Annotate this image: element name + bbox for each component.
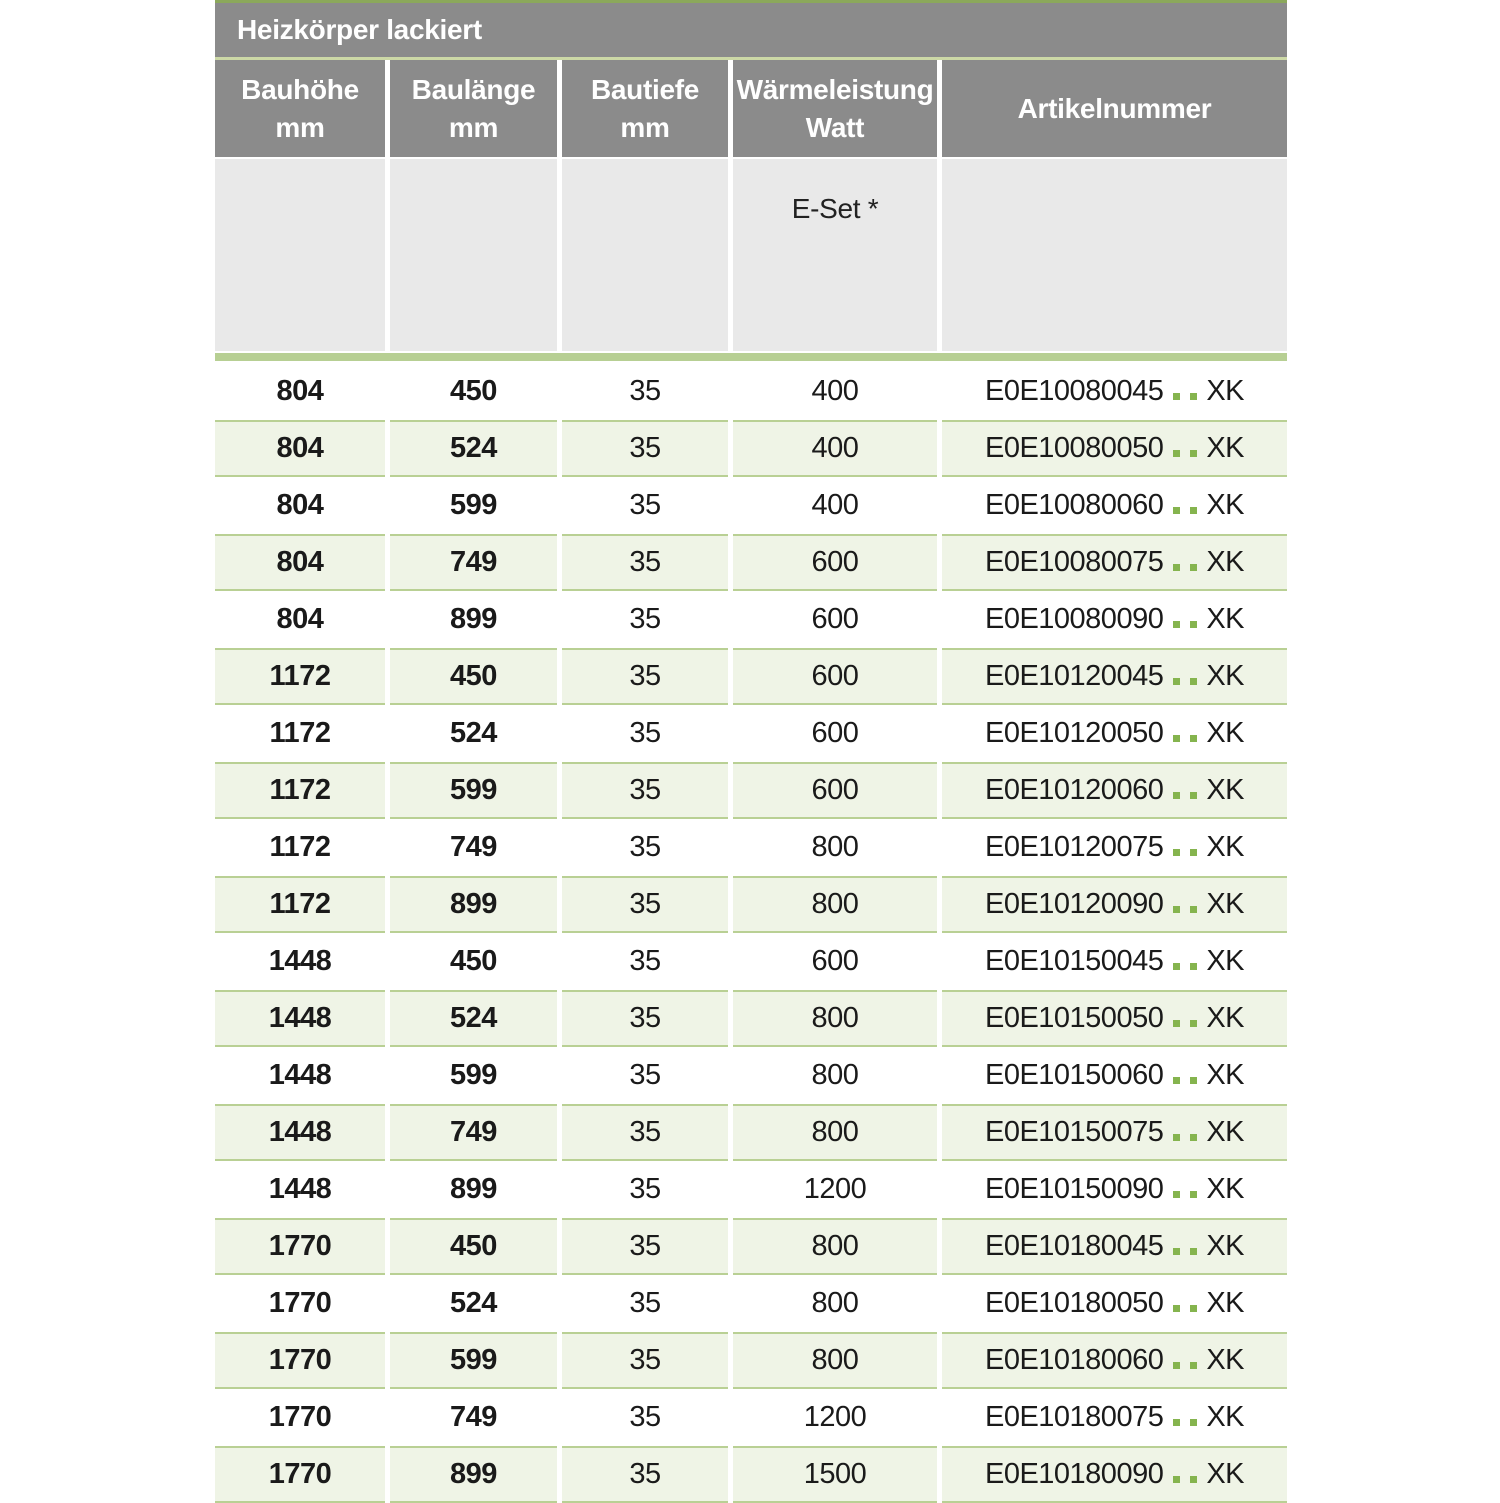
artikelnummer-suffix: XK: [1206, 1458, 1245, 1490]
subheader-eset: [733, 159, 937, 351]
table-row: [215, 1104, 1287, 1161]
artikelnummer-value: [985, 375, 1244, 408]
artikelnummer-prefix: E0E10180060: [984, 1344, 1164, 1376]
cell-bauhoehe: 1770: [215, 1446, 385, 1503]
color-code-dot-icon: [1190, 678, 1197, 685]
color-code-dot-icon: [1173, 1419, 1180, 1426]
cell-baulaenge: 749: [390, 1389, 557, 1446]
cell-bautiefe: 35: [562, 534, 728, 591]
cell-artikelnummer: [942, 819, 1287, 876]
color-code-dot-icon: [1173, 450, 1180, 457]
cell-baulaenge: 749: [390, 534, 557, 591]
cell-baulaenge: 749: [390, 819, 557, 876]
cell-artikelnummer: [942, 1218, 1287, 1275]
cell-bauhoehe: 1448: [215, 1047, 385, 1104]
color-code-dot-icon: [1190, 450, 1197, 457]
artikelnummer-value: [985, 1344, 1244, 1377]
cell-bauhoehe: 1448: [215, 990, 385, 1047]
table-row: [215, 363, 1287, 420]
cell-bautiefe: 35: [562, 648, 728, 705]
artikelnummer-suffix: XK: [1206, 603, 1245, 635]
artikelnummer-suffix: XK: [1206, 660, 1245, 692]
cell-bautiefe: 35: [562, 990, 728, 1047]
cell-baulaenge: 524: [390, 705, 557, 762]
cell-waermeleistung: 600: [733, 705, 937, 762]
artikelnummer-prefix: E0E10180045: [984, 1230, 1164, 1262]
artikelnummer-suffix: XK: [1206, 1173, 1245, 1205]
artikelnummer-value: [985, 1173, 1244, 1206]
cell-waermeleistung: 800: [733, 819, 937, 876]
artikelnummer-value: [985, 1059, 1244, 1092]
color-code-dot-icon: [1190, 1077, 1197, 1084]
artikelnummer-suffix: XK: [1206, 1116, 1245, 1148]
header-waermeleistung-label: Wärmeleistung: [736, 73, 934, 105]
color-code-dot-icon: [1190, 621, 1197, 628]
color-code-dot-icon: [1173, 792, 1180, 799]
header-waermeleistung: [733, 60, 937, 157]
cell-bautiefe: 35: [562, 1161, 728, 1218]
cell-artikelnummer: [942, 705, 1287, 762]
cell-waermeleistung: 600: [733, 534, 937, 591]
header-baulaenge-label: Baulänge: [411, 73, 536, 105]
cell-bautiefe: 35: [562, 591, 728, 648]
cell-baulaenge: 899: [390, 591, 557, 648]
color-code-dot-icon: [1173, 1362, 1180, 1369]
cell-bauhoehe: 1448: [215, 933, 385, 990]
table-row: [215, 1332, 1287, 1389]
table-row: [215, 990, 1287, 1047]
table-title-bar: [215, 3, 1287, 57]
cell-bauhoehe: 804: [215, 477, 385, 534]
header-artikelnummer-label: Artikelnummer: [1017, 92, 1212, 124]
artikelnummer-value: [985, 888, 1244, 921]
cell-bauhoehe: 1172: [215, 819, 385, 876]
cell-baulaenge: 450: [390, 648, 557, 705]
subheader-bautiefe: [562, 159, 728, 351]
table-row: [215, 1047, 1287, 1104]
cell-bautiefe: 35: [562, 1389, 728, 1446]
cell-baulaenge: 524: [390, 420, 557, 477]
cell-bautiefe: 35: [562, 819, 728, 876]
table-row: [215, 1161, 1287, 1218]
subheader-row: [215, 159, 1287, 351]
table-row: [215, 933, 1287, 990]
cell-bauhoehe: 1172: [215, 876, 385, 933]
cell-artikelnummer: [942, 1446, 1287, 1503]
artikelnummer-suffix: XK: [1206, 1344, 1245, 1376]
artikelnummer-prefix: E0E10180090: [984, 1458, 1164, 1490]
cell-artikelnummer: [942, 933, 1287, 990]
artikelnummer-prefix: E0E10150075: [984, 1116, 1164, 1148]
cell-bautiefe: 35: [562, 1446, 728, 1503]
artikelnummer-suffix: XK: [1206, 1401, 1245, 1433]
table-row: [215, 1218, 1287, 1275]
artikelnummer-value: [985, 546, 1244, 579]
cell-artikelnummer: [942, 591, 1287, 648]
table-row: [215, 819, 1287, 876]
table-row: [215, 762, 1287, 819]
cell-waermeleistung: 600: [733, 648, 937, 705]
artikelnummer-value: [985, 1002, 1244, 1035]
color-code-dot-icon: [1190, 1020, 1197, 1027]
cell-bautiefe: 35: [562, 420, 728, 477]
artikelnummer-value: [985, 489, 1244, 522]
cell-waermeleistung: 800: [733, 990, 937, 1047]
artikelnummer-value: [985, 717, 1244, 750]
cell-waermeleistung: 1200: [733, 1389, 937, 1446]
artikelnummer-prefix: E0E10150045: [984, 945, 1164, 977]
artikelnummer-suffix: XK: [1206, 375, 1245, 407]
cell-bauhoehe: 804: [215, 420, 385, 477]
cell-bauhoehe: 1172: [215, 762, 385, 819]
cell-baulaenge: 599: [390, 1047, 557, 1104]
header-artikelnummer: [942, 60, 1287, 157]
artikelnummer-prefix: E0E10120075: [984, 831, 1164, 863]
cell-baulaenge: 524: [390, 990, 557, 1047]
cell-bautiefe: 35: [562, 762, 728, 819]
artikelnummer-prefix: E0E10120090: [984, 888, 1164, 920]
cell-artikelnummer: [942, 990, 1287, 1047]
header-bautiefe-unit: mm: [620, 111, 670, 143]
artikelnummer-suffix: XK: [1206, 888, 1245, 920]
color-code-dot-icon: [1173, 507, 1180, 514]
artikelnummer-suffix: XK: [1206, 1287, 1245, 1319]
color-code-dot-icon: [1190, 735, 1197, 742]
cell-waermeleistung: 800: [733, 1218, 937, 1275]
color-code-dot-icon: [1190, 393, 1197, 400]
color-code-dot-icon: [1173, 963, 1180, 970]
cell-baulaenge: 599: [390, 762, 557, 819]
color-code-dot-icon: [1190, 906, 1197, 913]
color-code-dot-icon: [1173, 906, 1180, 913]
cell-baulaenge: 899: [390, 1446, 557, 1503]
cell-baulaenge: 599: [390, 1332, 557, 1389]
cell-bautiefe: 35: [562, 477, 728, 534]
artikelnummer-suffix: XK: [1206, 717, 1245, 749]
artikelnummer-value: [985, 774, 1244, 807]
artikelnummer-prefix: E0E10150090: [984, 1173, 1164, 1205]
cell-artikelnummer: [942, 876, 1287, 933]
artikelnummer-prefix: E0E10080075: [984, 546, 1164, 578]
color-code-dot-icon: [1190, 1362, 1197, 1369]
cell-bautiefe: 35: [562, 1332, 728, 1389]
cell-bauhoehe: 1448: [215, 1161, 385, 1218]
artikelnummer-value: [985, 432, 1244, 465]
header-bauhoehe: [215, 60, 385, 157]
color-code-dot-icon: [1190, 1191, 1197, 1198]
color-code-dot-icon: [1173, 849, 1180, 856]
cell-baulaenge: 899: [390, 1161, 557, 1218]
artikelnummer-prefix: E0E10120045: [984, 660, 1164, 692]
color-code-dot-icon: [1173, 1020, 1180, 1027]
artikelnummer-prefix: E0E10080090: [984, 603, 1164, 635]
color-code-dot-icon: [1173, 1077, 1180, 1084]
cell-artikelnummer: [942, 1104, 1287, 1161]
cell-artikelnummer: [942, 648, 1287, 705]
cell-bauhoehe: 1770: [215, 1275, 385, 1332]
cell-bauhoehe: 1770: [215, 1389, 385, 1446]
color-code-dot-icon: [1173, 393, 1180, 400]
header-body-divider: [215, 353, 1287, 361]
header-baulaenge: [390, 60, 557, 157]
cell-waermeleistung: 400: [733, 363, 937, 420]
cell-artikelnummer: [942, 420, 1287, 477]
table-row: [215, 876, 1287, 933]
color-code-dot-icon: [1173, 1248, 1180, 1255]
cell-artikelnummer: [942, 1161, 1287, 1218]
cell-bauhoehe: 1770: [215, 1218, 385, 1275]
artikelnummer-prefix: E0E10120050: [984, 717, 1164, 749]
table-body: [215, 363, 1287, 1503]
cell-bautiefe: 35: [562, 1218, 728, 1275]
color-code-dot-icon: [1190, 1248, 1197, 1255]
cell-bauhoehe: 804: [215, 363, 385, 420]
artikelnummer-value: [985, 1287, 1244, 1320]
color-code-dot-icon: [1190, 1134, 1197, 1141]
cell-artikelnummer: [942, 1332, 1287, 1389]
cell-waermeleistung: 600: [733, 591, 937, 648]
cell-artikelnummer: [942, 534, 1287, 591]
artikelnummer-value: [985, 1458, 1244, 1491]
cell-baulaenge: 450: [390, 933, 557, 990]
artikelnummer-value: [985, 1230, 1244, 1263]
cell-waermeleistung: 1200: [733, 1161, 937, 1218]
artikelnummer-suffix: XK: [1206, 546, 1245, 578]
artikelnummer-prefix: E0E10080050: [984, 432, 1164, 464]
color-code-dot-icon: [1190, 1419, 1197, 1426]
subheader-artikelnummer: [942, 159, 1287, 351]
table-title: Heizkörper lackiert: [237, 14, 482, 45]
header-baulaenge-unit: mm: [448, 111, 499, 143]
table-row: [215, 534, 1287, 591]
cell-bautiefe: 35: [562, 1104, 728, 1161]
color-code-dot-icon: [1190, 507, 1197, 514]
cell-bautiefe: 35: [562, 705, 728, 762]
artikelnummer-suffix: XK: [1206, 945, 1245, 977]
header-waermeleistung-unit: Watt: [805, 111, 865, 143]
color-code-dot-icon: [1190, 564, 1197, 571]
table-row: [215, 420, 1287, 477]
artikelnummer-prefix: E0E10080060: [984, 489, 1164, 521]
cell-baulaenge: 899: [390, 876, 557, 933]
artikelnummer-value: [985, 831, 1244, 864]
color-code-dot-icon: [1190, 1476, 1197, 1483]
artikelnummer-value: [985, 603, 1244, 636]
artikelnummer-prefix: E0E10150060: [984, 1059, 1164, 1091]
cell-waermeleistung: 600: [733, 933, 937, 990]
table-row: [215, 648, 1287, 705]
artikelnummer-prefix: E0E10150050: [984, 1002, 1164, 1034]
cell-bautiefe: 35: [562, 363, 728, 420]
artikelnummer-value: [985, 660, 1244, 693]
cell-waermeleistung: 400: [733, 477, 937, 534]
cell-bautiefe: 35: [562, 876, 728, 933]
color-code-dot-icon: [1190, 849, 1197, 856]
cell-baulaenge: 450: [390, 363, 557, 420]
cell-waermeleistung: 800: [733, 1332, 937, 1389]
table-row: [215, 1389, 1287, 1446]
cell-waermeleistung: 400: [733, 420, 937, 477]
artikelnummer-value: [985, 945, 1244, 978]
color-code-dot-icon: [1173, 678, 1180, 685]
cell-waermeleistung: 600: [733, 762, 937, 819]
cell-waermeleistung: 800: [733, 876, 937, 933]
artikelnummer-suffix: XK: [1206, 1059, 1245, 1091]
radiator-spec-table: [215, 0, 1287, 1503]
header-bauhoehe-label: Bauhöhe: [241, 73, 359, 105]
table-row: [215, 477, 1287, 534]
color-code-dot-icon: [1173, 621, 1180, 628]
header-bautiefe-label: Bautiefe: [590, 73, 700, 105]
artikelnummer-suffix: XK: [1206, 774, 1245, 806]
cell-baulaenge: 599: [390, 477, 557, 534]
artikelnummer-prefix: E0E10120060: [984, 774, 1164, 806]
artikelnummer-value: [985, 1116, 1244, 1149]
artikelnummer-suffix: XK: [1206, 489, 1245, 521]
cell-artikelnummer: [942, 363, 1287, 420]
cell-baulaenge: 524: [390, 1275, 557, 1332]
cell-artikelnummer: [942, 1389, 1287, 1446]
cell-bauhoehe: 804: [215, 591, 385, 648]
artikelnummer-prefix: E0E10080045: [984, 375, 1164, 407]
artikelnummer-prefix: E0E10180050: [984, 1287, 1164, 1319]
color-code-dot-icon: [1173, 1191, 1180, 1198]
eset-label: E-Set *: [791, 193, 879, 224]
cell-waermeleistung: 800: [733, 1104, 937, 1161]
artikelnummer-suffix: XK: [1206, 1002, 1245, 1034]
color-code-dot-icon: [1173, 1476, 1180, 1483]
column-header-row: [215, 60, 1287, 157]
subheader-bauhoehe: [215, 159, 385, 351]
color-code-dot-icon: [1190, 1305, 1197, 1312]
artikelnummer-suffix: XK: [1206, 831, 1245, 863]
cell-bauhoehe: 804: [215, 534, 385, 591]
header-bauhoehe-unit: mm: [275, 111, 325, 143]
color-code-dot-icon: [1173, 564, 1180, 571]
color-code-dot-icon: [1173, 1134, 1180, 1141]
artikelnummer-suffix: XK: [1206, 1230, 1245, 1262]
cell-bautiefe: 35: [562, 933, 728, 990]
cell-bautiefe: 35: [562, 1047, 728, 1104]
cell-waermeleistung: 1500: [733, 1446, 937, 1503]
cell-bautiefe: 35: [562, 1275, 728, 1332]
cell-bauhoehe: 1172: [215, 648, 385, 705]
artikelnummer-value: [985, 1401, 1244, 1434]
cell-bauhoehe: 1448: [215, 1104, 385, 1161]
subheader-baulaenge: [390, 159, 557, 351]
artikelnummer-suffix: XK: [1206, 432, 1245, 464]
cell-artikelnummer: [942, 1047, 1287, 1104]
header-bautiefe: [562, 60, 728, 157]
color-code-dot-icon: [1173, 1305, 1180, 1312]
table-row: [215, 591, 1287, 648]
color-code-dot-icon: [1190, 963, 1197, 970]
color-code-dot-icon: [1190, 792, 1197, 799]
cell-baulaenge: 450: [390, 1218, 557, 1275]
color-code-dot-icon: [1173, 735, 1180, 742]
cell-baulaenge: 749: [390, 1104, 557, 1161]
table-row: [215, 705, 1287, 762]
cell-artikelnummer: [942, 762, 1287, 819]
artikelnummer-prefix: E0E10180075: [984, 1401, 1164, 1433]
table-row: [215, 1446, 1287, 1503]
cell-waermeleistung: 800: [733, 1275, 937, 1332]
cell-artikelnummer: [942, 477, 1287, 534]
cell-artikelnummer: [942, 1275, 1287, 1332]
cell-bauhoehe: 1770: [215, 1332, 385, 1389]
cell-bauhoehe: 1172: [215, 705, 385, 762]
cell-waermeleistung: 800: [733, 1047, 937, 1104]
table-row: [215, 1275, 1287, 1332]
